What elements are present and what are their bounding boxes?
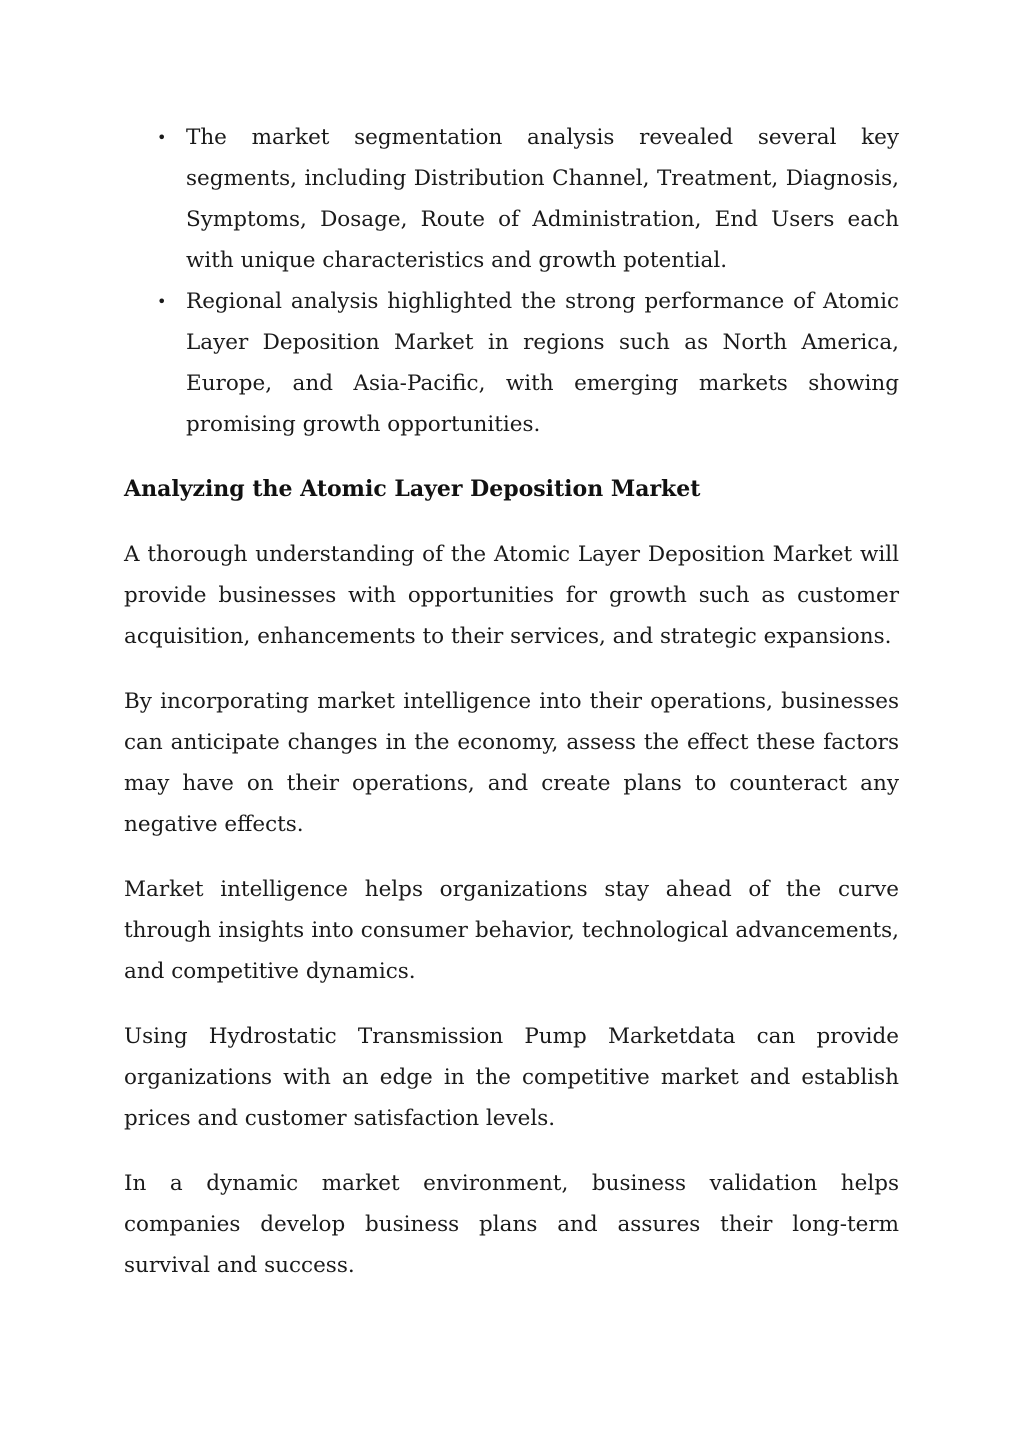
document-page [124, 117, 899, 1310]
bullet-text: Regional analysis highlighted the strong performance of Atomic Layer Deposition Market in regions such as North America, Europe, and Asia-Pacific, with emerging markets showing promising growth opportunities. [186, 289, 899, 437]
bullet-item [124, 117, 899, 281]
bullet-list [124, 117, 899, 445]
bullet-text: The market segmentation analysis revealed several key segments, including Distribution Channel, Treatment, Diagnosis, Symptoms, Dosage, Route of Administration, End Users each with unique characteristics and growth potential. [186, 125, 899, 273]
section-heading: Analyzing the Atomic Layer Deposition Market [124, 476, 701, 502]
bullet-item [124, 281, 899, 445]
paragraph: Market intelligence helps organizations stay ahead of the curve through insights into consumer behavior, technological advancements, and competitive dynamics. [124, 877, 899, 984]
bullet-dot-icon: • [157, 292, 167, 311]
paragraph: In a dynamic market environment, business validation helps companies develop business plans and assures their long-term survival and success. [124, 1171, 899, 1278]
paragraph: A thorough understanding of the Atomic Layer Deposition Market will provide businesses with opportunities for growth such as customer acquisition, enhancements to their services, and strategic expansions. [124, 542, 899, 649]
bullet-dot-icon: • [157, 128, 167, 147]
paragraph: By incorporating market intelligence into their operations, businesses can anticipate changes in the economy, assess the effect these factors may have on their operations, and create plans to counteract any negative effects. [124, 689, 899, 837]
paragraph: Using Hydrostatic Transmission Pump Marketdata can provide organizations with an edge in the competitive market and establish prices and customer satisfaction levels. [124, 1024, 899, 1131]
